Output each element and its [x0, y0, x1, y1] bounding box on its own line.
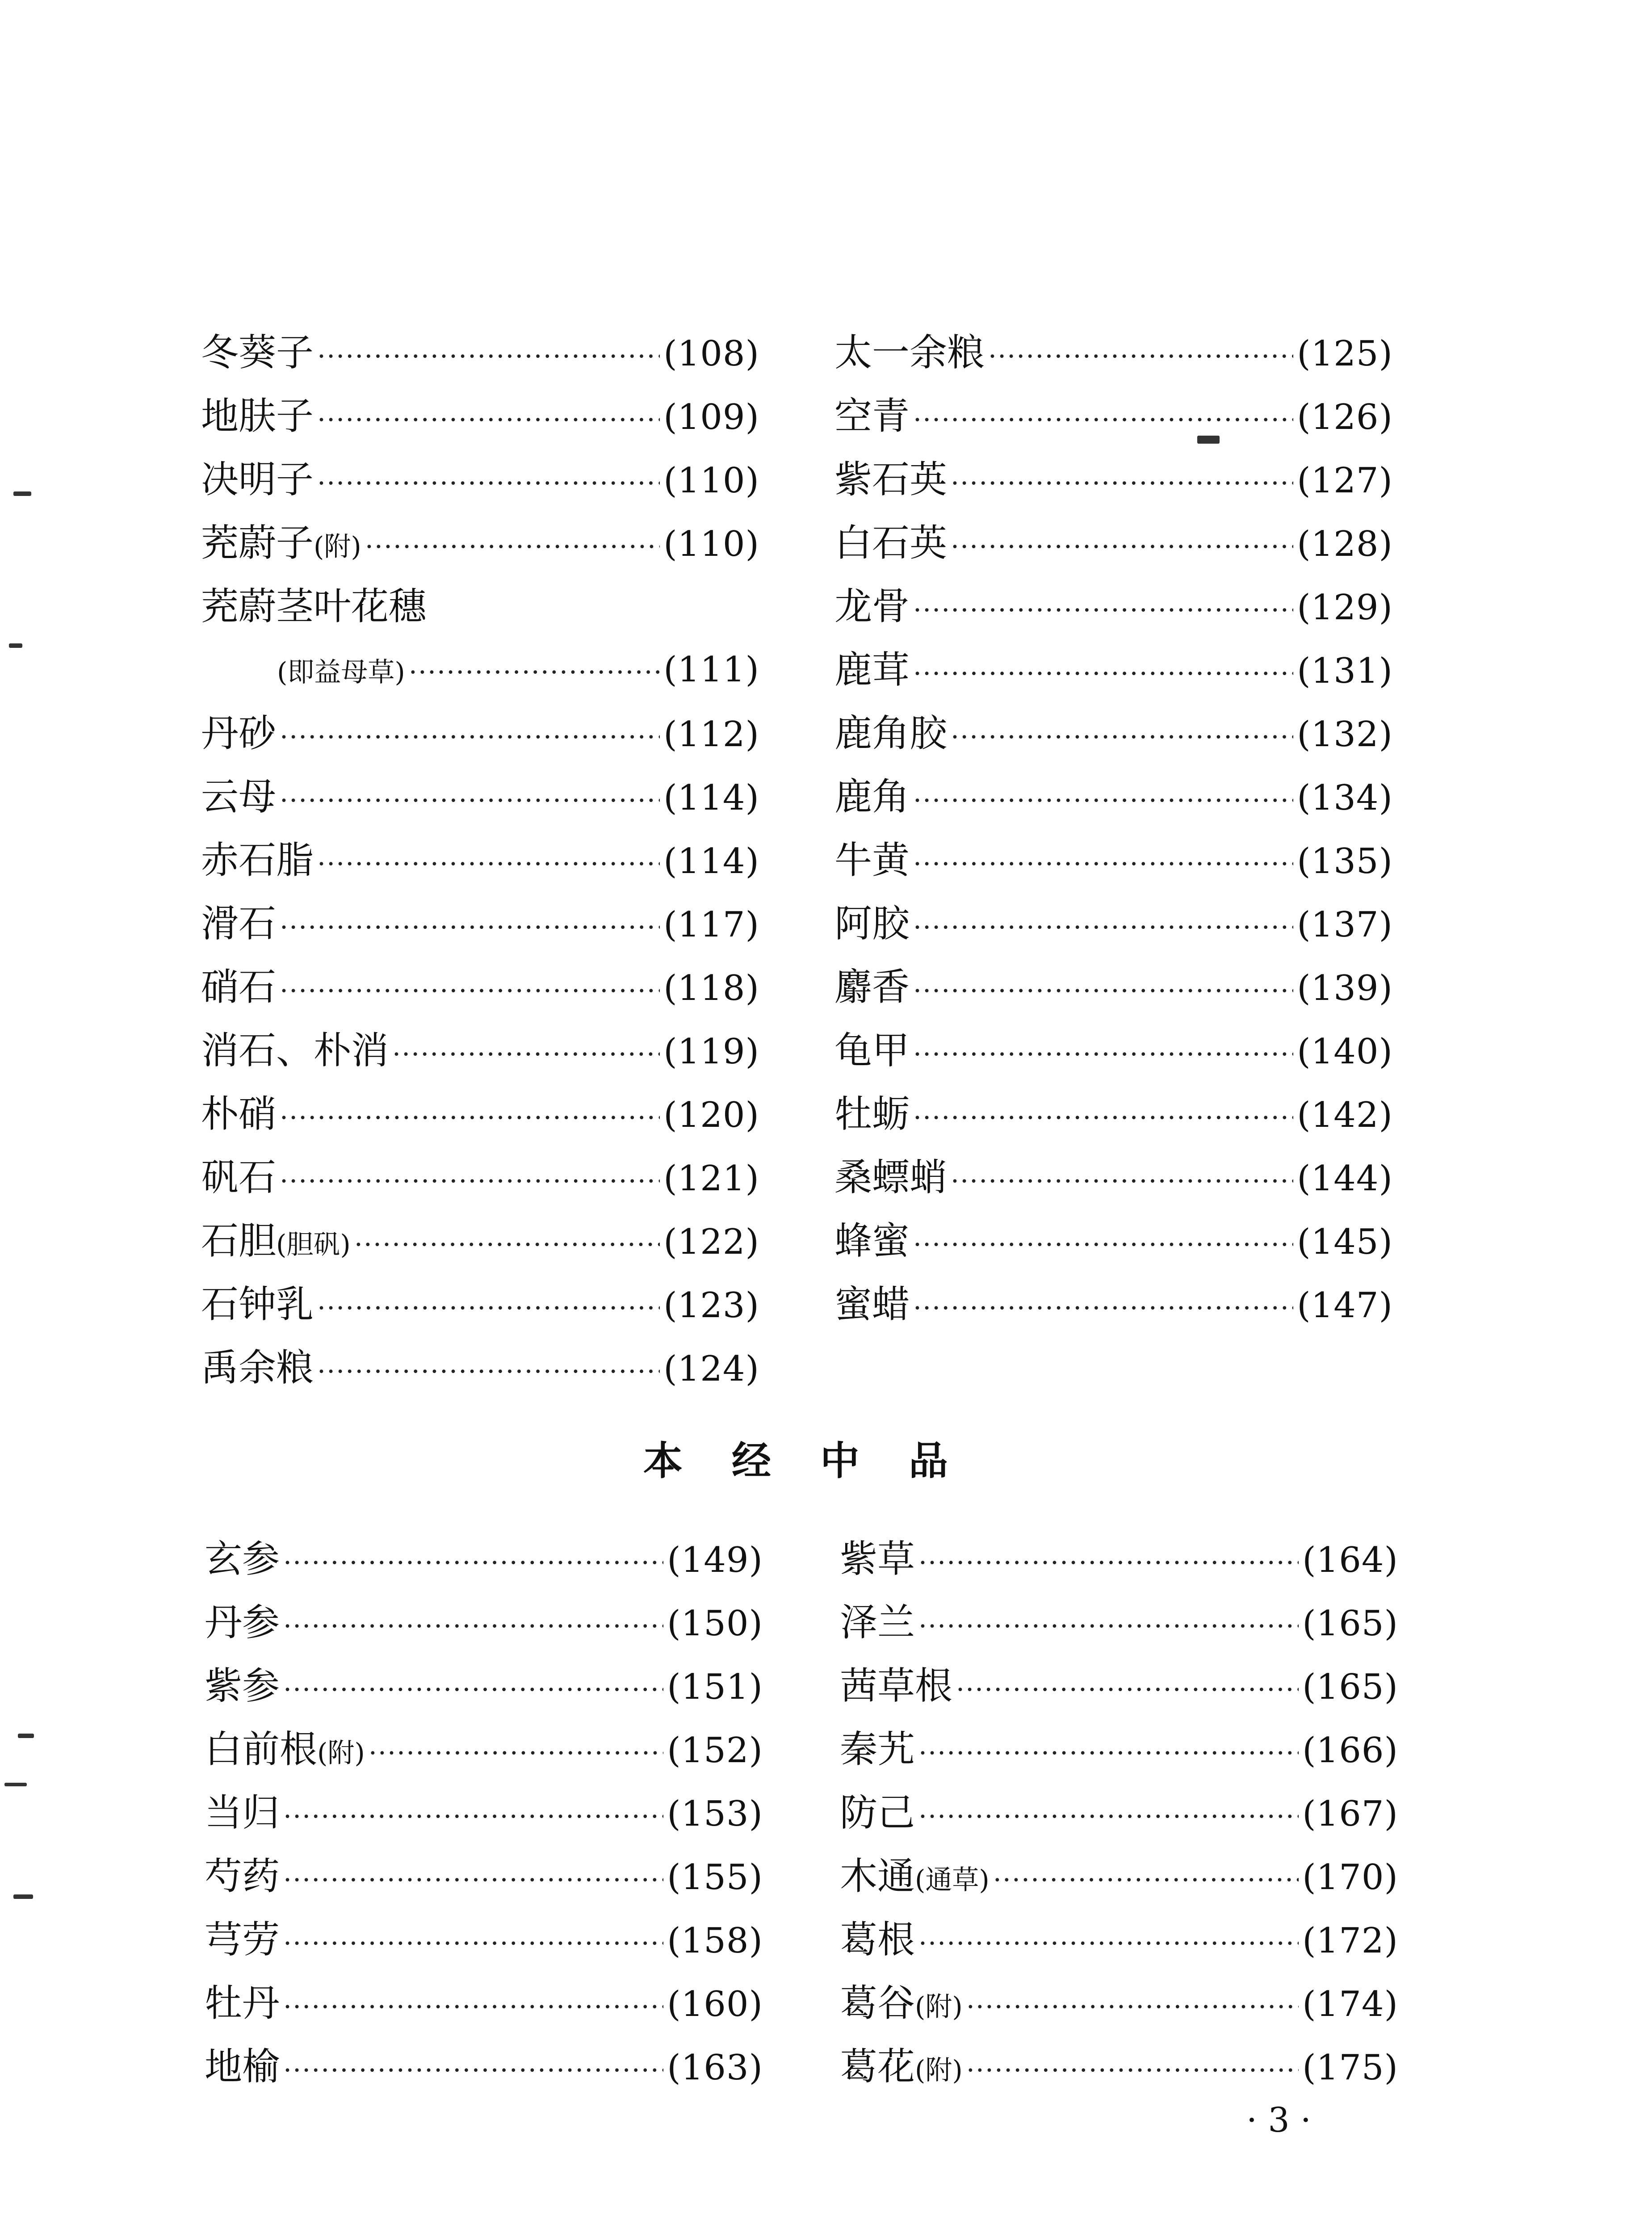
toc-entry [840, 1844, 1398, 1908]
dot-leader [317, 1277, 660, 1340]
toc-entry-page: (114) [663, 778, 759, 818]
toc-entry-name: 决明子 [201, 458, 314, 501]
toc-entry [201, 701, 759, 765]
dot-leader [317, 1340, 660, 1403]
toc-entry-name: 葛谷 [840, 1981, 915, 2025]
toc-entry [205, 1908, 763, 1971]
toc-entry-page: (110) [663, 524, 759, 564]
toc-entry-page: (160) [667, 1984, 763, 2024]
toc-entry [201, 955, 759, 1019]
toc-entry [840, 1717, 1398, 1781]
toc-entry-page: (135) [1297, 841, 1393, 882]
toc-entry-name: 木通 [840, 1854, 915, 1898]
toc-entry-name: 葛花 [840, 2045, 915, 2088]
toc-entry-page: (126) [1297, 397, 1393, 437]
toc-entry-name: 龟甲 [834, 1029, 910, 1072]
toc-entry-page: (165) [1302, 1604, 1398, 1644]
toc-entry [840, 1971, 1398, 2035]
toc-entry [840, 1781, 1398, 1844]
toc-entry [834, 638, 1393, 701]
toc-upper-right-column [834, 321, 1393, 1336]
toc-entry-name: 太一余粮 [834, 331, 985, 374]
toc-entry-page: (114) [663, 841, 759, 882]
toc-entry-name: 蜜蜡 [834, 1282, 910, 1326]
scan-speck [18, 1734, 34, 1738]
toc-entry [205, 1591, 763, 1654]
toc-entry-page: (132) [1297, 714, 1393, 755]
toc-entry-annotation: (胆矾) [276, 1229, 351, 1260]
dot-leader [317, 325, 660, 388]
toc-entry-annotation: (附) [915, 1991, 963, 2023]
toc-entry-name: 泽兰 [840, 1600, 915, 1644]
toc-entry [834, 575, 1393, 638]
toc-entry-name: 紫草 [840, 1537, 915, 1581]
toc-entry-name: 牡蛎 [834, 1092, 910, 1136]
toc-entry [205, 1844, 763, 1908]
dot-leader [951, 705, 1293, 769]
toc-entry [201, 828, 759, 892]
dot-leader [280, 705, 660, 769]
toc-entry-page: (172) [1302, 1921, 1398, 1961]
dot-leader [280, 1150, 660, 1213]
toc-entry-annotation: (附) [317, 1738, 365, 1769]
toc-entry-name: 茺蔚茎叶花穗 [201, 584, 427, 628]
dot-leader [280, 1086, 660, 1150]
toc-entry-name: 麝香 [834, 965, 910, 1009]
toc-entry-name: 桑螵蛸 [834, 1155, 948, 1199]
toc-entry-name: 石胆 [201, 1219, 277, 1263]
dot-leader [918, 1595, 1299, 1658]
section-title: 本经中品 [643, 1438, 998, 1484]
toc-entry-page: (122) [663, 1222, 759, 1262]
toc-entry-page: (125) [1297, 334, 1393, 374]
toc-entry-page: (164) [1302, 1540, 1398, 1580]
toc-entry [201, 1272, 759, 1336]
dot-leader [913, 896, 1293, 959]
toc-entry-name: 白前根 [205, 1727, 318, 1771]
toc-lower-right-column [840, 1527, 1398, 2098]
dot-leader [317, 388, 660, 452]
toc-entry [201, 511, 759, 575]
toc-entry [201, 1082, 759, 1146]
toc-entry-page: (112) [663, 714, 759, 755]
toc-entry-name: 冬葵子 [201, 331, 314, 374]
toc-entry-page: (175) [1302, 2048, 1398, 2088]
toc-entry-name: 空青 [834, 394, 910, 438]
toc-entry-page: (124) [663, 1349, 759, 1389]
toc-entry [205, 1781, 763, 1844]
toc-entry-name: 白石英 [834, 521, 948, 565]
scan-speck [13, 491, 31, 496]
toc-entry [201, 448, 759, 511]
toc-entry-page: (117) [663, 905, 759, 945]
toc-entry-page: (111) [663, 650, 759, 690]
dot-leader [913, 1086, 1293, 1150]
toc-entry-page: (170) [1302, 1857, 1398, 1898]
toc-entry [201, 765, 759, 828]
toc-entry-page: (142) [1297, 1095, 1393, 1135]
toc-entry-page: (108) [663, 334, 759, 374]
toc-entry [834, 1209, 1393, 1272]
toc-entry-page: (128) [1297, 524, 1393, 564]
toc-entry-page: (155) [667, 1857, 763, 1898]
toc-entry-name: 阿胶 [834, 902, 910, 945]
toc-upper-left-column [201, 321, 759, 1399]
dot-leader [280, 896, 660, 959]
toc-entry [201, 384, 759, 448]
toc-entry [205, 1717, 763, 1781]
toc-entry-name: 牡丹 [205, 1981, 280, 2025]
toc-entry [201, 1209, 759, 1272]
dot-leader [283, 1975, 663, 2039]
toc-entry [834, 1272, 1393, 1336]
toc-entry-annotation: (附) [314, 531, 361, 563]
toc-entry-name: 赤石脂 [201, 838, 314, 882]
toc-entry-name: 鹿角胶 [834, 711, 948, 755]
toc-entry [205, 2035, 763, 2098]
dot-leader [280, 769, 660, 832]
toc-entry-page: (174) [1302, 1984, 1398, 2024]
scan-speck [9, 643, 22, 648]
dot-leader [365, 515, 660, 579]
dot-leader [369, 1722, 663, 1785]
toc-entry-name: 丹砂 [201, 711, 277, 755]
dot-leader [283, 1848, 663, 1912]
dot-leader [913, 579, 1293, 642]
dot-leader [913, 1023, 1293, 1086]
toc-entry-annotation: (通草) [915, 1864, 990, 1896]
page-number: · 3 · [1246, 2100, 1311, 2140]
toc-entry [840, 1527, 1398, 1591]
toc-entry [834, 1146, 1393, 1209]
dot-leader [913, 959, 1293, 1023]
toc-entry-page: (137) [1297, 905, 1393, 945]
toc-entry-name: 玄参 [205, 1537, 280, 1581]
toc-entry-page: (150) [667, 1604, 763, 1644]
dot-leader [918, 1912, 1299, 1975]
toc-entry-page: (110) [663, 461, 759, 501]
dot-leader [354, 1213, 660, 1277]
toc-entry-page: (167) [1302, 1794, 1398, 1834]
scan-speck [13, 1894, 33, 1899]
dot-leader [951, 452, 1293, 515]
toc-entry [205, 1971, 763, 2035]
toc-entry [201, 1146, 759, 1209]
toc-entry-page: (134) [1297, 778, 1393, 818]
toc-entry-name: 鹿角 [834, 775, 910, 819]
toc-entry [201, 575, 759, 638]
dot-leader [988, 325, 1293, 388]
toc-entry-name: 云母 [201, 775, 277, 819]
toc-entry [834, 448, 1393, 511]
dot-leader [918, 1722, 1299, 1785]
toc-entry [840, 2035, 1398, 2098]
toc-entry-name: 茜草根 [840, 1664, 953, 1708]
toc-entry-page: (153) [667, 1794, 763, 1834]
toc-entry-page: (123) [663, 1285, 759, 1326]
dot-leader [317, 452, 660, 515]
dot-leader [913, 388, 1293, 452]
toc-entry-name: 丹参 [205, 1600, 280, 1644]
toc-entry-name: 硝石 [201, 965, 277, 1009]
toc-entry [201, 892, 759, 955]
dot-leader [918, 1785, 1299, 1848]
toc-entry [840, 1591, 1398, 1654]
toc-entry-annotation: (附) [915, 2055, 963, 2086]
toc-lower-left-column [205, 1527, 763, 2098]
dot-leader [993, 1848, 1299, 1912]
toc-entry [834, 321, 1393, 384]
dot-leader [409, 641, 660, 704]
toc-entry [205, 1527, 763, 1591]
dot-leader [283, 1785, 663, 1848]
toc-entry [834, 765, 1393, 828]
toc-entry-name: 当归 [205, 1791, 280, 1835]
toc-entry-annotation: (即益母草) [277, 657, 405, 688]
toc-entry [834, 892, 1393, 955]
toc-entry [840, 1654, 1398, 1717]
toc-entry-page: (149) [667, 1540, 763, 1580]
toc-entry [205, 1654, 763, 1717]
toc-entry [201, 321, 759, 384]
dot-leader [283, 1912, 663, 1975]
toc-entry-page: (165) [1302, 1667, 1398, 1707]
toc-entry-name: 禹余粮 [201, 1346, 314, 1390]
dot-leader [283, 1531, 663, 1595]
toc-entry [201, 1336, 759, 1399]
toc-entry [834, 955, 1393, 1019]
scan-speck [1197, 436, 1220, 444]
toc-entry-page: (144) [1297, 1159, 1393, 1199]
dot-leader [956, 1658, 1299, 1722]
toc-entry-name: 芎劳 [205, 1918, 280, 1961]
toc-entry-page: (163) [667, 2048, 763, 2088]
dot-leader [951, 515, 1293, 579]
toc-entry-name: 葛根 [840, 1918, 915, 1961]
toc-entry-name: 朴硝 [201, 1092, 277, 1136]
toc-entry [201, 1019, 759, 1082]
toc-entry [834, 701, 1393, 765]
toc-entry-page: (151) [667, 1667, 763, 1707]
toc-entry-page: (139) [1297, 968, 1393, 1008]
toc-entry-page: (166) [1302, 1730, 1398, 1771]
toc-entry-page: (145) [1297, 1222, 1393, 1262]
toc-entry-page: (127) [1297, 461, 1393, 501]
dot-leader [966, 2039, 1299, 2102]
toc-entry-page: (118) [663, 968, 759, 1008]
scan-speck [4, 1783, 27, 1786]
toc-entry-page: (109) [663, 397, 759, 437]
dot-leader [392, 1023, 660, 1086]
toc-entry [834, 1019, 1393, 1082]
toc-entry-page: (147) [1297, 1285, 1393, 1326]
toc-entry-name: 牛黄 [834, 838, 910, 882]
toc-entry-page: (152) [667, 1730, 763, 1771]
toc-entry-name: 紫石英 [834, 458, 948, 501]
dot-leader [913, 769, 1293, 832]
toc-entry-page: (158) [667, 1921, 763, 1961]
toc-entry-name: 地肤子 [201, 394, 314, 438]
toc-entry-name: 紫参 [205, 1664, 280, 1708]
toc-entry-name: 茺蔚子 [201, 521, 314, 565]
toc-entry [834, 511, 1393, 575]
dot-leader [913, 1277, 1293, 1340]
toc-entry-page: (121) [663, 1159, 759, 1199]
toc-entry-name: 鹿茸 [834, 648, 910, 692]
toc-entry [834, 828, 1393, 892]
toc-entry-name: 滑石 [201, 902, 277, 945]
dot-leader [317, 832, 660, 896]
toc-entry [834, 384, 1393, 448]
toc-entry-page: (129) [1297, 588, 1393, 628]
toc-entry-page: (140) [1297, 1032, 1393, 1072]
dot-leader [966, 1975, 1299, 2039]
toc-entry-name: 防己 [840, 1791, 915, 1835]
toc-entry-name: 地榆 [205, 2045, 280, 2088]
dot-leader [283, 1595, 663, 1658]
toc-entry-page: (119) [663, 1032, 759, 1072]
dot-leader [918, 1531, 1299, 1595]
toc-entry [840, 1908, 1398, 1971]
toc-entry [834, 1082, 1393, 1146]
toc-entry-page: (131) [1297, 651, 1393, 691]
toc-entry-name: 秦艽 [840, 1727, 915, 1771]
dot-leader [913, 832, 1293, 896]
toc-entry-page: (120) [663, 1095, 759, 1135]
dot-leader [913, 1213, 1293, 1277]
dot-leader [280, 959, 660, 1023]
dot-leader [283, 1658, 663, 1722]
toc-entry-name: 蜂蜜 [834, 1219, 910, 1263]
toc-entry [201, 638, 759, 701]
dot-leader [951, 1150, 1293, 1213]
toc-entry-name: 芍药 [205, 1854, 280, 1898]
toc-entry-name: 石钟乳 [201, 1282, 314, 1326]
toc-entry-name: 龙骨 [834, 584, 910, 628]
toc-entry-name: 矾石 [201, 1155, 277, 1199]
toc-entry-name: 消石、朴消 [201, 1029, 389, 1072]
dot-leader [283, 2039, 663, 2102]
dot-leader [913, 642, 1293, 705]
